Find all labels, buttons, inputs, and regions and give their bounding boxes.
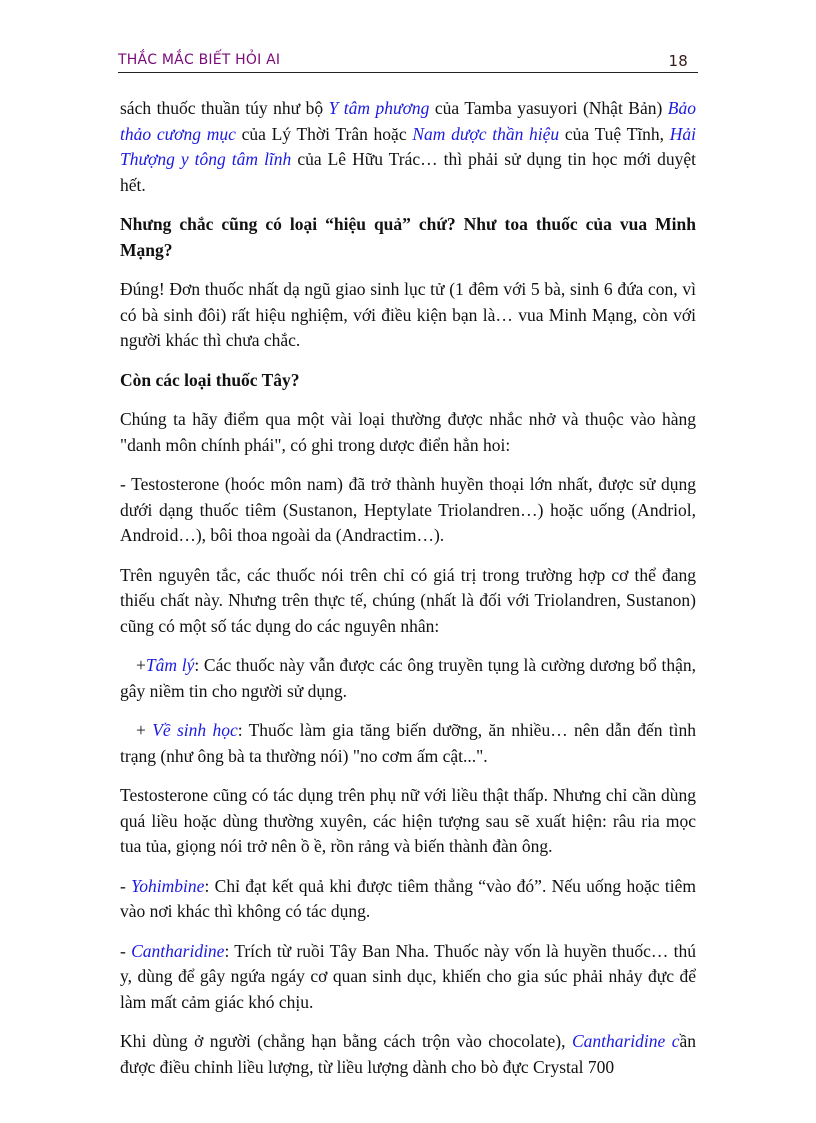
- highlighted-term: Bảo thảo cương mục: [120, 98, 696, 144]
- highlighted-term: Tâm lý: [145, 655, 195, 675]
- paragraph: [120, 96, 696, 198]
- highlighted-term: Y tâm phương: [328, 98, 430, 118]
- text-run: - Testosterone (hoóc môn nam) đã trở thành huyền thoại lớn nhất, được sử dụng dưới dạng thuốc tiêm (Sustanon, Heptylate Triolandren…) hoặc uống (Andriol, Android…), bôi thoa ngoài da (Andractim…).: [120, 474, 696, 545]
- highlighted-term: Hải Thượng y tông tâm lĩnh: [120, 123, 696, 169]
- text-run: -: [120, 875, 132, 896]
- highlighted-term: Về sinh học: [152, 720, 238, 740]
- paragraph: [120, 472, 696, 549]
- paragraph: [120, 563, 696, 640]
- text-run: : Chỉ đạt kết quả khi được tiêm thẳng “vào đó”. Nếu uống hoặc tiêm vào nơi khác thì không có tác dụng.: [120, 875, 696, 921]
- text-run: Khi dùng ở người (chẳng hạn bằng cách trộn vào chocolate),: [120, 1031, 572, 1051]
- highlighted-term: Nam dược thần hiệu: [412, 123, 560, 144]
- text-run: : Thuốc làm gia tăng biến dưỡng, ăn nhiều… nên dẫn đến tình trạng (như ông bà ta thường nói) "no cơm ấm cật...".: [120, 720, 697, 766]
- paragraph: [120, 783, 696, 860]
- text-run: của Tuệ Tĩnh,: [559, 123, 670, 144]
- text-run: Nhưng chắc cũng có loại “hiệu quả” chứ? Như toa thuốc của vua Minh Mạng?: [120, 214, 696, 260]
- paragraph: [120, 1029, 696, 1080]
- question-heading: [120, 212, 696, 263]
- body-text: [120, 96, 696, 1094]
- text-run: : Các thuốc này vẫn được các ông truyền tụng là cường dương bổ thận, gây niềm tin cho người sử dụng.: [120, 655, 697, 701]
- paragraph: [120, 653, 696, 704]
- text-run: Testosterone cũng có tác dụng trên phụ nữ với liều thật thấp. Nhưng chỉ cần dùng quá liều hoặc dùng thường xuyên, các hiện tượng sau sẽ xuất hiện: râu ria mọc tua tủa, giọng nói trở nên ồ ề, rồn rảng và biến thành đàn ông.: [120, 785, 696, 856]
- text-run: +: [136, 655, 146, 675]
- running-header: [118, 50, 698, 72]
- paragraph: [120, 939, 696, 1016]
- highlighted-term: Cantharidine: [131, 940, 225, 961]
- text-run: Chúng ta hãy điểm qua một vài loại thường được nhắc nhở và thuộc vào hàng "danh môn chính phái", có ghi trong dược điển hẳn hoi:: [120, 409, 696, 455]
- question-heading: [120, 368, 696, 394]
- text-run: sách thuốc thuần túy như bộ: [120, 98, 329, 118]
- paragraph: [120, 874, 696, 925]
- header-rule: [118, 72, 698, 73]
- paragraph: [120, 407, 696, 458]
- page-number: 18: [668, 52, 688, 70]
- text-run: +: [136, 720, 153, 740]
- text-run: Đúng! Đơn thuốc nhất dạ ngũ giao sinh lục tử (1 đêm với 5 bà, sinh 6 đứa con, vì có bà sinh đôi) rất hiệu nghiệm, với điều kiện bạn là… vua Minh Mạng, còn với người khác thì chưa chắc.: [120, 279, 696, 350]
- text-run: ần được điều chỉnh liều lượng, từ liều lượng dành cho bò đực Crystal 700: [120, 1031, 696, 1077]
- paragraph: [120, 718, 696, 769]
- text-run: : Trích từ ruồi Tây Ban Nha. Thuốc này vốn là huyền thuốc… thú y, dùng để gây ngứa ngáy cơ quan sinh dục, khiến cho gia súc phải nhảy đực để làm mất cảm giác khó chịu.: [120, 940, 697, 1012]
- header-title: THẮC MẮC BIẾT HỎI AI: [118, 52, 281, 68]
- text-run: của Lê Hữu Trác… thì phải sử dụng tin học mới duyệt hết.: [120, 149, 696, 195]
- paragraph: [120, 277, 696, 354]
- text-run: của Tamba yasuyori (Nhật Bản): [429, 98, 668, 118]
- text-run: -: [120, 940, 132, 961]
- text-run: của Lý Thời Trân hoặc: [235, 123, 413, 144]
- text-run: Trên nguyên tắc, các thuốc nói trên chỉ có giá trị trong trường hợp cơ thể đang thiếu chất này. Nhưng trên thực tế, chúng (nhất là đối với Triolandren, Sustanon) cũng có một số tác dụng do các nguyên nhân:: [120, 564, 696, 636]
- text-run: Còn các loại thuốc Tây?: [120, 369, 300, 390]
- highlighted-term: Yohimbine: [131, 875, 205, 896]
- highlighted-term: Cantharidine c: [571, 1031, 680, 1051]
